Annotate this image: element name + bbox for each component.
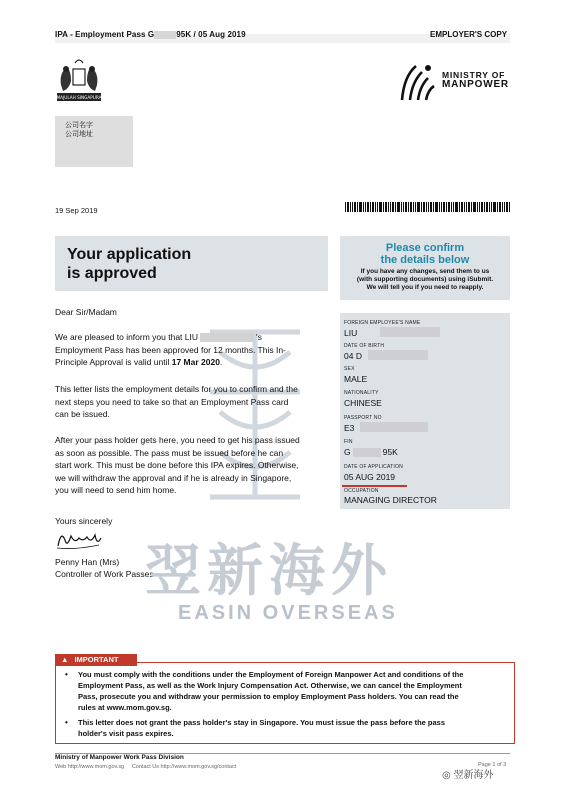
notice-item-2-line2: holder's visit pass expires. xyxy=(78,729,174,738)
fin-label: FIN xyxy=(344,439,353,445)
occupation-label: OCCUPATION xyxy=(344,488,379,494)
salutation: Dear Sir/Madam xyxy=(55,307,117,317)
approval-line1b: 's xyxy=(256,332,262,342)
wechat-icon: ◎ xyxy=(442,770,451,781)
signature-icon xyxy=(55,528,103,552)
important-notice xyxy=(55,662,515,744)
fin-value xyxy=(344,447,398,457)
fin-prefix: G xyxy=(344,447,351,457)
issue-line1: After your pass holder gets here, you need to get his pass issued xyxy=(55,435,300,445)
confirm-title xyxy=(340,242,510,266)
important-label: IMPORTANT xyxy=(74,655,119,664)
reference-prefix: IPA - Employment Pass G xyxy=(55,30,155,39)
notice-item-1-line2: Employment Pass, as well as the Work Injury Compensation Act. Otherwise, we can cancel the Employment xyxy=(78,681,462,690)
confirm-instruction-1: If you have any changes, send them to us xyxy=(360,268,490,275)
occupation-value: MANAGING DIRECTOR xyxy=(344,495,437,505)
address-block xyxy=(55,116,133,167)
footer-web-link[interactable]: Web http://www.mom.gov.sg xyxy=(55,764,125,770)
wechat-name: 翌新海外 xyxy=(453,770,494,781)
confirm-panel xyxy=(340,236,510,300)
ministry-line2: MANPOWER xyxy=(442,79,509,90)
ministry-name xyxy=(442,70,509,90)
notice-item-2-line1: This letter does not grant the pass holder's stay in Singapore. You must issue the pass before the pass xyxy=(78,718,446,727)
redaction xyxy=(380,327,440,337)
confirm-title-line1: Please confirm xyxy=(385,242,465,254)
bullet-icon: • xyxy=(65,670,68,679)
nationality-value: CHINESE xyxy=(344,398,382,408)
issue-line5: you will need to send him home. xyxy=(55,485,177,495)
approval-title-line2: is approved xyxy=(67,265,157,282)
employee-details-panel xyxy=(340,313,510,509)
closing: Yours sincerely xyxy=(55,516,113,526)
paragraph-details xyxy=(55,383,325,421)
ipa-expiry-date: 17 Mar 2020 xyxy=(171,357,220,367)
footer-contact-link[interactable]: Contact Us http://www.mom.gov.sg/contact xyxy=(131,764,237,770)
reference-suffix: 95K / 05 Aug 2019 xyxy=(176,30,246,39)
issue-line4: we will withdraw the approval and if he is already in Singapore, xyxy=(55,472,292,483)
passport-value: E3 xyxy=(344,423,355,433)
page-number: Page 1 of 3 xyxy=(478,762,507,768)
approval-line3: Principle Approval is valid until xyxy=(55,357,170,367)
letter-reference xyxy=(55,30,246,39)
warning-icon: ▲ xyxy=(61,655,69,664)
approval-line1a: We are pleased to inform you that LIU xyxy=(55,332,199,342)
application-date-label: DATE OF APPLICATION xyxy=(344,464,403,470)
company-name: 公司名字 xyxy=(65,122,93,129)
confirm-instruction-2: (with supporting documents) using iSubmit. xyxy=(356,276,494,283)
important-tag xyxy=(55,654,137,666)
notice-item-1-line4: rules at www.mom.gov.sg. xyxy=(78,703,172,712)
footer-links xyxy=(55,764,236,770)
redaction xyxy=(154,31,176,39)
notice-item-1-line1: You must comply with the conditions under the Employment of Foreign Manpower Act and conditions of the xyxy=(78,670,464,679)
fin-suffix: 95K xyxy=(382,447,398,457)
issue-line2: as soon as possible. The pass must be issued before he can xyxy=(55,447,284,458)
signatory-title: Controller of Work Passes xyxy=(55,569,154,579)
dob-value: 04 D xyxy=(344,351,362,361)
name-label: FOREIGN EMPLOYEE'S NAME xyxy=(344,320,421,326)
details-line3: can be issued. xyxy=(55,409,110,419)
details-line2: next steps you need to take so that an Employment Pass card xyxy=(55,396,289,407)
paragraph-issue xyxy=(55,434,325,497)
issue-line3: start work. This must be done before this IPA expires. Otherwise, xyxy=(55,460,299,470)
bullet-icon: • xyxy=(65,718,68,727)
letter-date: 19 Sep 2019 xyxy=(55,206,98,215)
ministry-line1: MINISTRY OF xyxy=(442,70,506,80)
redaction xyxy=(353,448,381,457)
sex-label: SEX xyxy=(344,366,355,372)
date-underline xyxy=(342,485,407,487)
copy-label: EMPLOYER'S COPY xyxy=(430,30,508,39)
signatory-name: Penny Han (Mrs) xyxy=(55,557,120,567)
details-line1: This letter lists the employment details for you to confirm and the xyxy=(55,384,298,394)
approval-line3-end: . xyxy=(219,357,223,367)
confirm-instruction-3: We will tell you if you need to reapply. xyxy=(366,284,484,291)
redaction xyxy=(368,350,428,360)
footer-division: Ministry of Manpower Work Pass Division xyxy=(55,754,184,761)
confirm-title-line2: the details below xyxy=(380,254,470,266)
notice-item-2 xyxy=(65,717,504,739)
watermark-english: EASIN OVERSEAS xyxy=(178,602,398,624)
application-date-value: 05 AUG 2019 xyxy=(344,472,396,482)
passport-label: PASSPORT NO xyxy=(344,415,382,421)
company-address: 公司地址 xyxy=(65,131,93,138)
nationality-label: NATIONALITY xyxy=(344,390,379,396)
dob-label: DATE OF BIRTH xyxy=(344,343,385,349)
watermark-chinese: 翌新海外 xyxy=(145,539,393,604)
barcode-icon xyxy=(345,202,510,212)
notice-item-1-line3: Pass, prosecute you and withdraw your permission to employ Employment Pass holders. You can read the xyxy=(78,692,459,701)
sex-value: MALE xyxy=(344,374,368,384)
notice-item-1 xyxy=(65,669,504,713)
wechat-watermark xyxy=(442,766,494,781)
paragraph-approval xyxy=(55,331,325,369)
redaction xyxy=(200,333,254,342)
redaction xyxy=(360,422,428,432)
name-value: LIU xyxy=(344,328,358,338)
approval-banner xyxy=(55,236,328,291)
confirm-instructions xyxy=(344,268,506,292)
singapore-crest-icon xyxy=(55,55,103,105)
crest-motto: MAJULAH SINGAPURA xyxy=(56,95,102,100)
approval-line2: Employment Pass has been approved for 12 months. This In- xyxy=(55,344,286,355)
approval-title-line1: Your application xyxy=(67,246,192,263)
